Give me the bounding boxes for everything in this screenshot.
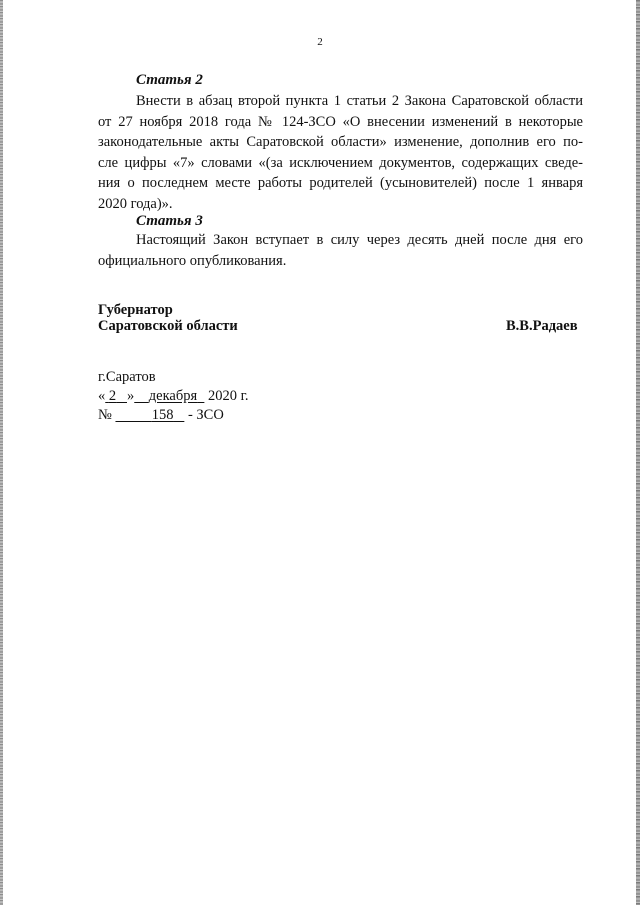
page-number: 2: [317, 36, 323, 48]
date-day: 2: [108, 388, 117, 404]
signatory-name: В.В.Радаев: [506, 318, 578, 334]
article-2-body: [98, 91, 583, 215]
article-3-line: официального опубликования.: [98, 252, 287, 269]
signature-title-line1: Губернатор: [98, 302, 173, 318]
article-2-line: сле цифры «7» словами «(за исключением документов, содержащих сведе-: [98, 154, 583, 171]
article-2-heading: Статья 2: [136, 72, 203, 88]
city: г.Саратов: [98, 369, 156, 385]
signature-title-line2: Саратовской области: [98, 318, 238, 334]
article-2-line: от 27 ноября 2018 года № 124-ЗСО «О внесении изменений в некоторые: [98, 113, 583, 130]
number-prefix: №: [98, 407, 112, 423]
number-line: [98, 406, 224, 425]
article-3-body: [98, 230, 583, 271]
date-line: [98, 387, 249, 406]
date-close-quote: »: [127, 388, 135, 404]
article-2-line: 2020 года)».: [98, 195, 173, 212]
article-2-line: законодательные акты Саратовской области» изменение, дополнив его по-: [98, 134, 583, 151]
number-suffix: - ЗСО: [187, 407, 224, 423]
article-3-line: Настоящий Закон вступает в силу через десять дней после дня его: [136, 232, 583, 248]
article-2-line: ния о последнем месте работы родителей (усыновителей) после 1 января: [98, 175, 583, 192]
article-3-heading: Статья 3: [136, 213, 203, 229]
law-number: 158: [151, 407, 174, 423]
article-2-line: Внести в абзац второй пункта 1 статьи 2 Закона Саратовской области: [136, 93, 583, 109]
date-open-quote: «: [98, 388, 106, 404]
date-month: декабря: [148, 388, 198, 404]
date-year: 2020 г.: [208, 388, 249, 404]
scan-edge-right: [636, 0, 640, 905]
scan-edge-left: [0, 0, 3, 905]
